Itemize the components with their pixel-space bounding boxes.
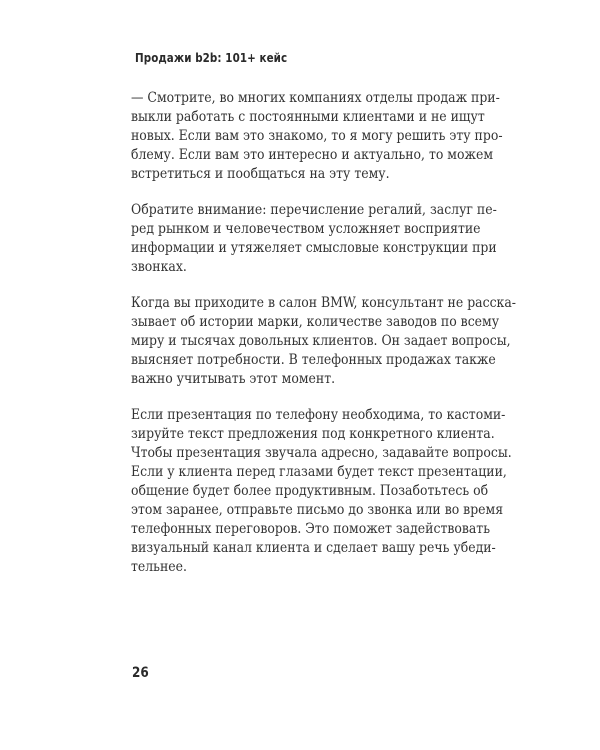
body-text bbox=[131, 89, 516, 577]
paragraph bbox=[131, 294, 516, 389]
text-line: общение будет более продуктивным. Позаботьтесь об bbox=[131, 483, 489, 499]
running-header: Продажи b2b: 101+ кейс bbox=[135, 51, 288, 65]
text-line: Обратите внимание: перечисление регалий, заслуг пе- bbox=[131, 202, 497, 218]
text-line: зывает об истории марки, количестве заводов по всему bbox=[131, 314, 500, 330]
text-line: этом заранее, отправьте письмо до звонка или во время bbox=[131, 502, 504, 518]
text-line: тельнее. bbox=[131, 559, 187, 575]
text-line: Чтобы презентация звучала адресно, задавайте вопросы. bbox=[131, 445, 512, 461]
text-line: миру и тысячах довольных клиентов. Он задает вопросы, bbox=[131, 333, 511, 349]
text-line: телефонных переговоров. Это поможет задействовать bbox=[131, 521, 490, 537]
text-line: Если презентация по телефону необходима, то кастоми- bbox=[131, 407, 506, 423]
paragraph bbox=[131, 89, 503, 184]
text-line: новых. Если вам это знакомо, то я могу решить эту про- bbox=[131, 128, 503, 144]
text-line: Если у клиента перед глазами будет текст презентации, bbox=[131, 464, 507, 480]
text-line: Когда вы приходите в салон BMW, консультант не расска- bbox=[131, 295, 516, 311]
text-line: блему. Если вам это интересно и актуально, то можем bbox=[131, 147, 494, 163]
text-line: звонках. bbox=[131, 259, 187, 275]
paragraph bbox=[131, 201, 497, 277]
paragraph bbox=[131, 406, 512, 577]
text-line: визуальный канал клиента и сделает вашу речь убеди- bbox=[131, 540, 496, 556]
text-line: ред рынком и человечеством усложняет восприятие bbox=[131, 221, 481, 237]
text-line: зируйте текст предложения под конкретного клиента. bbox=[131, 426, 495, 442]
text-line: выкли работать с постоянными клиентами и не ищут bbox=[131, 109, 485, 125]
text-line: информации и утяжеляет смысловые конструкции при bbox=[131, 240, 497, 256]
text-line: встретиться и пообщаться на эту тему. bbox=[131, 166, 390, 182]
text-line: выясняет потребности. В телефонных продажах также bbox=[131, 352, 496, 368]
text-line: — Смотрите, во многих компаниях отделы продаж при- bbox=[131, 90, 500, 106]
page-number: 26 bbox=[132, 665, 149, 681]
text-line: важно учитывать этот момент. bbox=[131, 371, 336, 387]
